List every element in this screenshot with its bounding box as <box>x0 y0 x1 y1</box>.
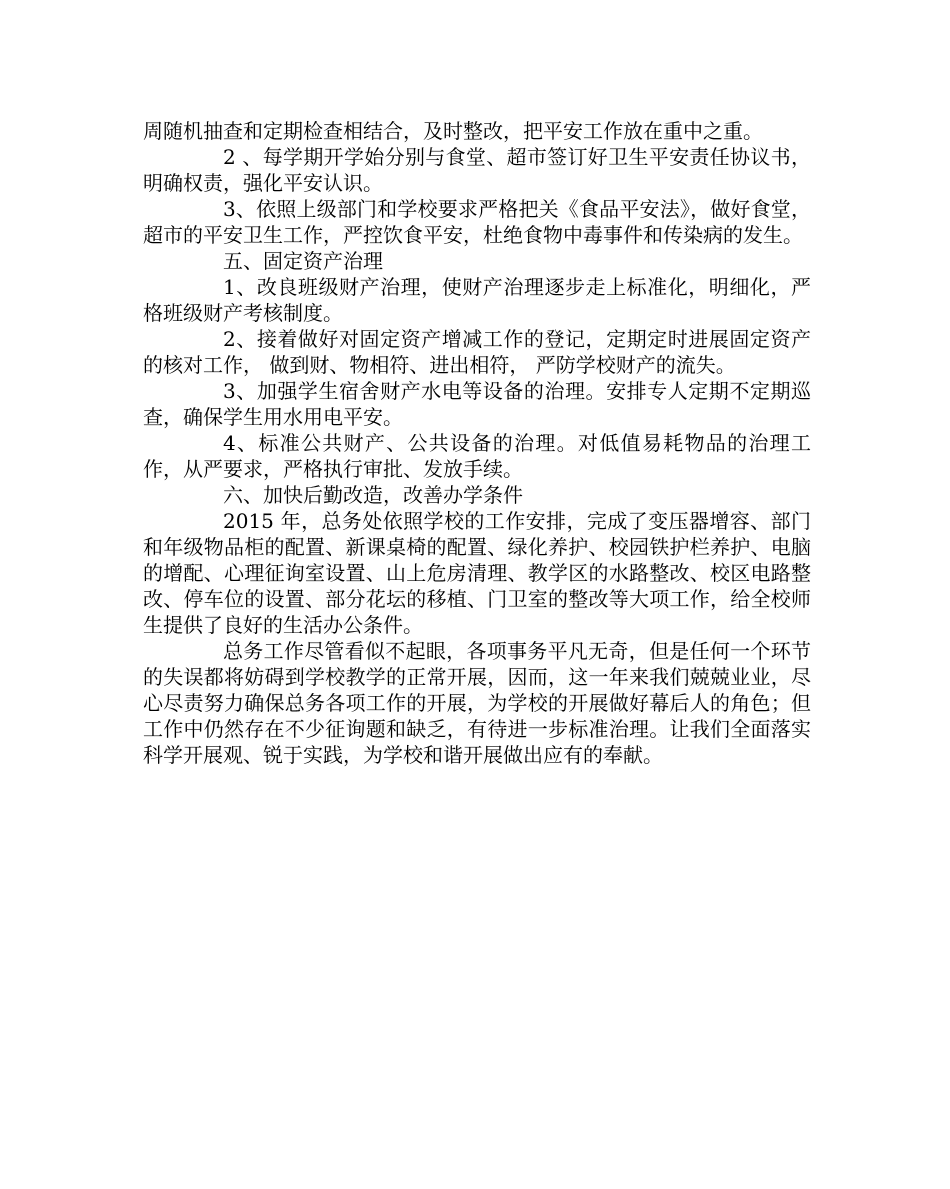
paragraph-continuation: 周随机抽查和定期检查相结合，及时整改，把平安工作放在重中之重。 <box>143 119 763 143</box>
paragraph-assets-item-2: 2、接着做好对固定资产增减工作的登记，定期定时进展固定资产的核对工作， 做到财、物相符、进出相符， 严防学校财产的流失。 <box>143 327 811 377</box>
paragraph-item-3-food-safety: 3、依照上级部门和学校要求严格把关《食品平安法》，做好食堂，超市的平安卫生工作，严控饮食平安，杜绝食物中毒事件和传染病的发生。 <box>143 197 811 247</box>
paragraph-2015-work-summary: 2015 年，总务处依照学校的工作安排，完成了变压器增容、部门和年级物品柜的配置、新课桌椅的配置、绿化养护、校园铁护栏养护、电脑的增配、心理征询室设置、山上危房清理、教学区的水路整改、校区电路整改、停车位的设置、部分花坛的移植、门卫室的整改等大项工作，给全校师生提供了良好的生活办公条件。 <box>143 509 811 637</box>
document-page <box>143 118 811 768</box>
section-heading-fixed-assets: 五、固定资产治理 <box>223 249 383 273</box>
paragraph-item-2-hygiene-agreement: 2 、每学期开学始分别与食堂、超市签订好卫生平安责任协议书，明确权责，强化平安认识。 <box>143 145 811 195</box>
paragraph-conclusion: 总务工作尽管看似不起眼，各项事务平凡无奇，但是任何一个环节的失误都将妨碍到学校教学的正常开展，因而，这一年来我们兢兢业业，尽心尽责努力确保总务各项工作的开展，为学校的开展做好幕后人的角色；但工作中仍然存在不少征询题和缺乏，有待进一步标准治理。让我们全面落实科学开展观、锐于实践，为学校和谐开展做出应有的奉献。 <box>143 639 811 767</box>
paragraph-assets-item-3: 3、加强学生宿舍财产水电等设备的治理。安排专人定期不定期巡查，确保学生用水用电平安。 <box>143 379 811 429</box>
paragraph-assets-item-1: 1、改良班级财产治理，使财产治理逐步走上标准化，明细化，严格班级财产考核制度。 <box>143 275 811 325</box>
section-heading-logistics-improvement: 六、加快后勤改造，改善办学条件 <box>223 483 523 507</box>
paragraph-assets-item-4: 4、标准公共财产、公共设备的治理。对低值易耗物品的治理工作，从严要求，严格执行审批、发放手续。 <box>143 431 811 481</box>
